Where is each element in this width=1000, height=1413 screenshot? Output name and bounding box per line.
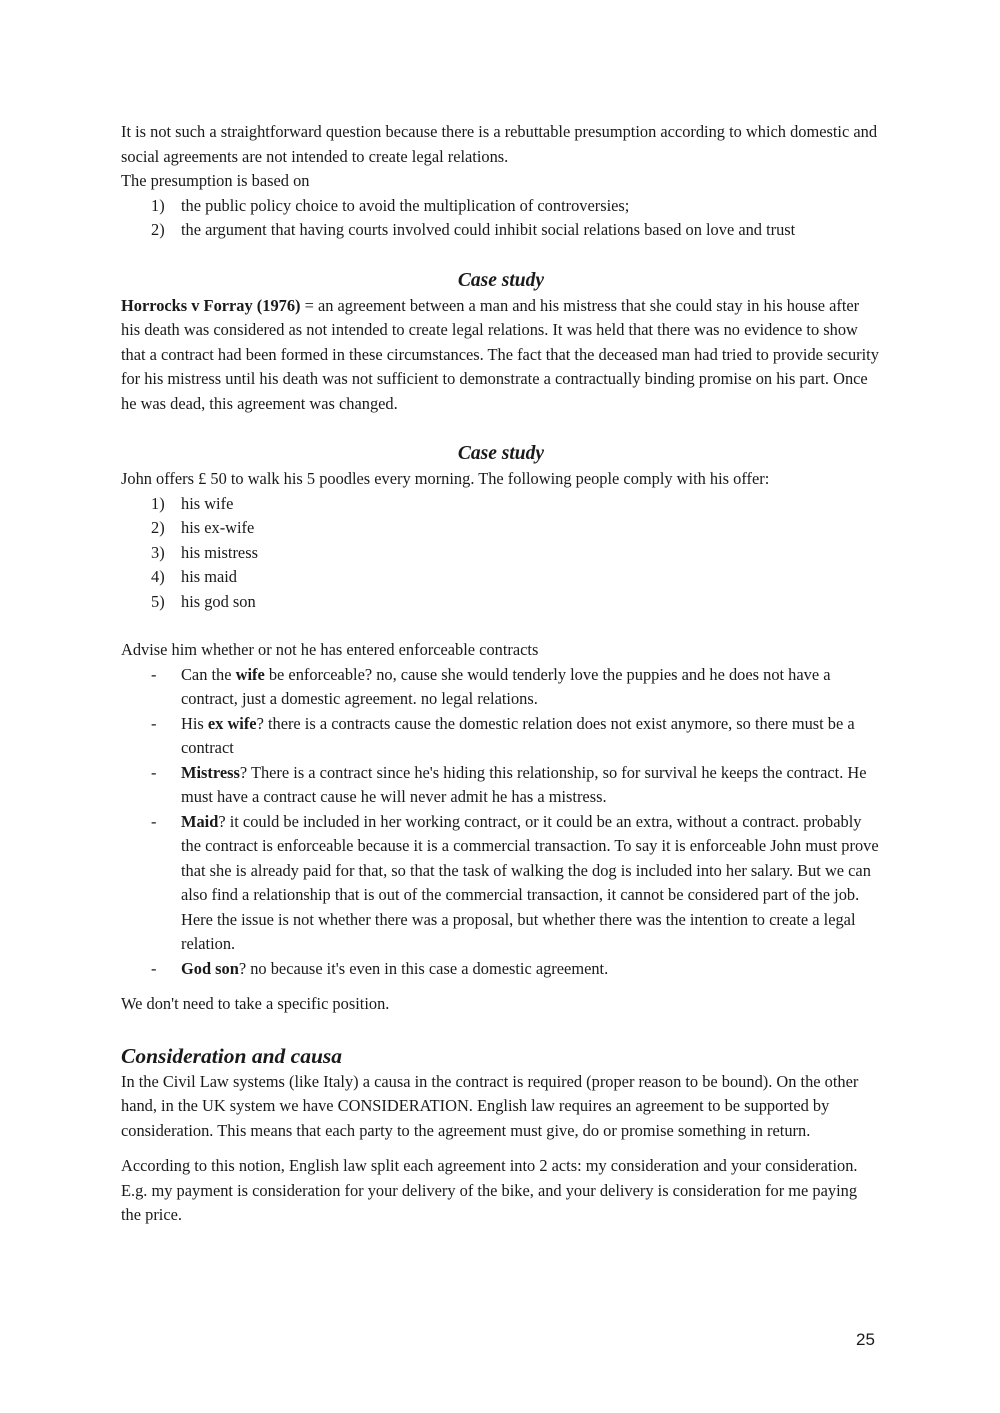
section-heading: Consideration and causa: [121, 1043, 343, 1068]
list-item: [121, 194, 881, 219]
list-item-text: his god son: [181, 591, 256, 611]
answer-text: Can the: [181, 664, 236, 684]
list-marker: 1): [151, 195, 165, 215]
list-marker: 4): [151, 567, 165, 586]
conclusion-text: We don't need to take a specific position.: [121, 994, 390, 1013]
answer-text: ? There is a contract since he's hiding this relationship, so for survival he keeps the contract. He must have a contract cause he will never admit he has a mistress.: [181, 762, 867, 806]
answers-list: [121, 663, 881, 982]
consideration-paragraph: According to this notion, English law split each agreement into 2 acts: my consideration and your consideration. E.g. my payment is consideration for your delivery of the bike, and your delivery is consideration for me paying the price.: [121, 1156, 858, 1224]
dash-marker: -: [151, 664, 157, 684]
dash-marker: -: [151, 713, 157, 733]
answer-item: [121, 663, 881, 712]
answer-text: ? there is a contracts cause the domestic relation does not exist anymore, so there must be a contract: [181, 713, 855, 757]
list-marker: 3): [151, 542, 165, 562]
list-marker: 2): [151, 220, 165, 239]
answer-subject: wife: [235, 664, 265, 684]
answer-item: [121, 810, 881, 957]
list-item: [121, 218, 881, 243]
list-item-text: the public policy choice to avoid the multiplication of controversies;: [181, 195, 630, 215]
answer-subject: God son: [181, 958, 239, 978]
case-description: = an agreement between a man and his mistress that she could stay in his house after his death was considered as not intended to create legal relations. It was held that there was no evidence to show that a contract had been formed in these circumstances. The fact that the deceased man had tried to provide security for his mistress until his death was not sufficient to demonstrate a contractually binding promise on his part. Once he was dead, this agreement was changed.: [121, 295, 879, 413]
case-study-heading: Case study: [457, 269, 545, 291]
answer-text: ? it could be included in her working contract, or it could be an extra, without a contract. probably the contract is enforceable because it is a commercial transaction. To say it is enforceable John must prove that she is already paid for that, so that the task of walking the dog is included into her salary. But we can also find a relationship that is out of the commercial transaction, it cannot be considered part of the job. Here the issue is not whether there was a proposal, but whether there was the intention to create a legal relation.: [181, 811, 879, 953]
list-item: [121, 541, 881, 566]
dash-marker: -: [151, 958, 157, 978]
list-marker: 1): [151, 493, 165, 513]
list-item-text: his wife: [181, 493, 234, 513]
list-item: [121, 516, 881, 541]
list-item: [121, 492, 881, 517]
page-number: 25: [856, 1330, 875, 1349]
case-study-heading: Case study: [457, 443, 545, 464]
list-item-text: the argument that having courts involved could inhibit social relations based on love and trust: [181, 220, 796, 239]
answer-text: His: [181, 713, 208, 733]
list-item: [121, 590, 881, 615]
presumption-lead: The presumption is based on: [121, 171, 310, 190]
presumption-list: [121, 194, 881, 243]
dash-marker: -: [151, 811, 157, 831]
answer-item: [121, 712, 881, 761]
dash-marker: -: [151, 762, 157, 782]
consideration-paragraph: In the Civil Law systems (like Italy) a causa in the contract is required (proper reason to be bound). On the other hand, in the UK system we have CONSIDERATION. English law requires an agreement to be supported by consideration. This means that each party to the agreement must give, do or promise something in return.: [121, 1071, 859, 1140]
list-item: [121, 565, 881, 590]
case-study-1-text: [121, 294, 881, 417]
list-item-text: his maid: [181, 567, 237, 586]
answer-subject: Maid: [181, 811, 219, 831]
document-page: [121, 120, 881, 1228]
list-marker: 5): [151, 591, 165, 611]
list-marker: 2): [151, 518, 165, 537]
answer-subject: ex wife: [207, 713, 257, 733]
list-item-text: his ex-wife: [181, 518, 255, 537]
answer-subject: Mistress: [181, 762, 240, 782]
answer-text: ? no because it's even in this case a domestic agreement.: [238, 958, 609, 978]
people-list: [121, 492, 881, 615]
answer-item: [121, 761, 881, 810]
advise-question: Advise him whether or not he has entered enforceable contracts: [121, 640, 539, 659]
answer-text: be enforceable? no, cause she would tenderly love the puppies and he does not have a contract, just a domestic agreement. no legal relations.: [181, 664, 831, 708]
answer-item: [121, 957, 881, 982]
case-study-2-intro: John offers £ 50 to walk his 5 poodles every morning. The following people comply with his offer:: [121, 469, 770, 488]
case-name: Horrocks v Forray (1976): [121, 295, 301, 315]
intro-paragraph: It is not such a straightforward question because there is a rebuttable presumption according to which domestic and social agreements are not intended to create legal relations.: [121, 122, 878, 166]
list-item-text: his mistress: [181, 542, 258, 562]
